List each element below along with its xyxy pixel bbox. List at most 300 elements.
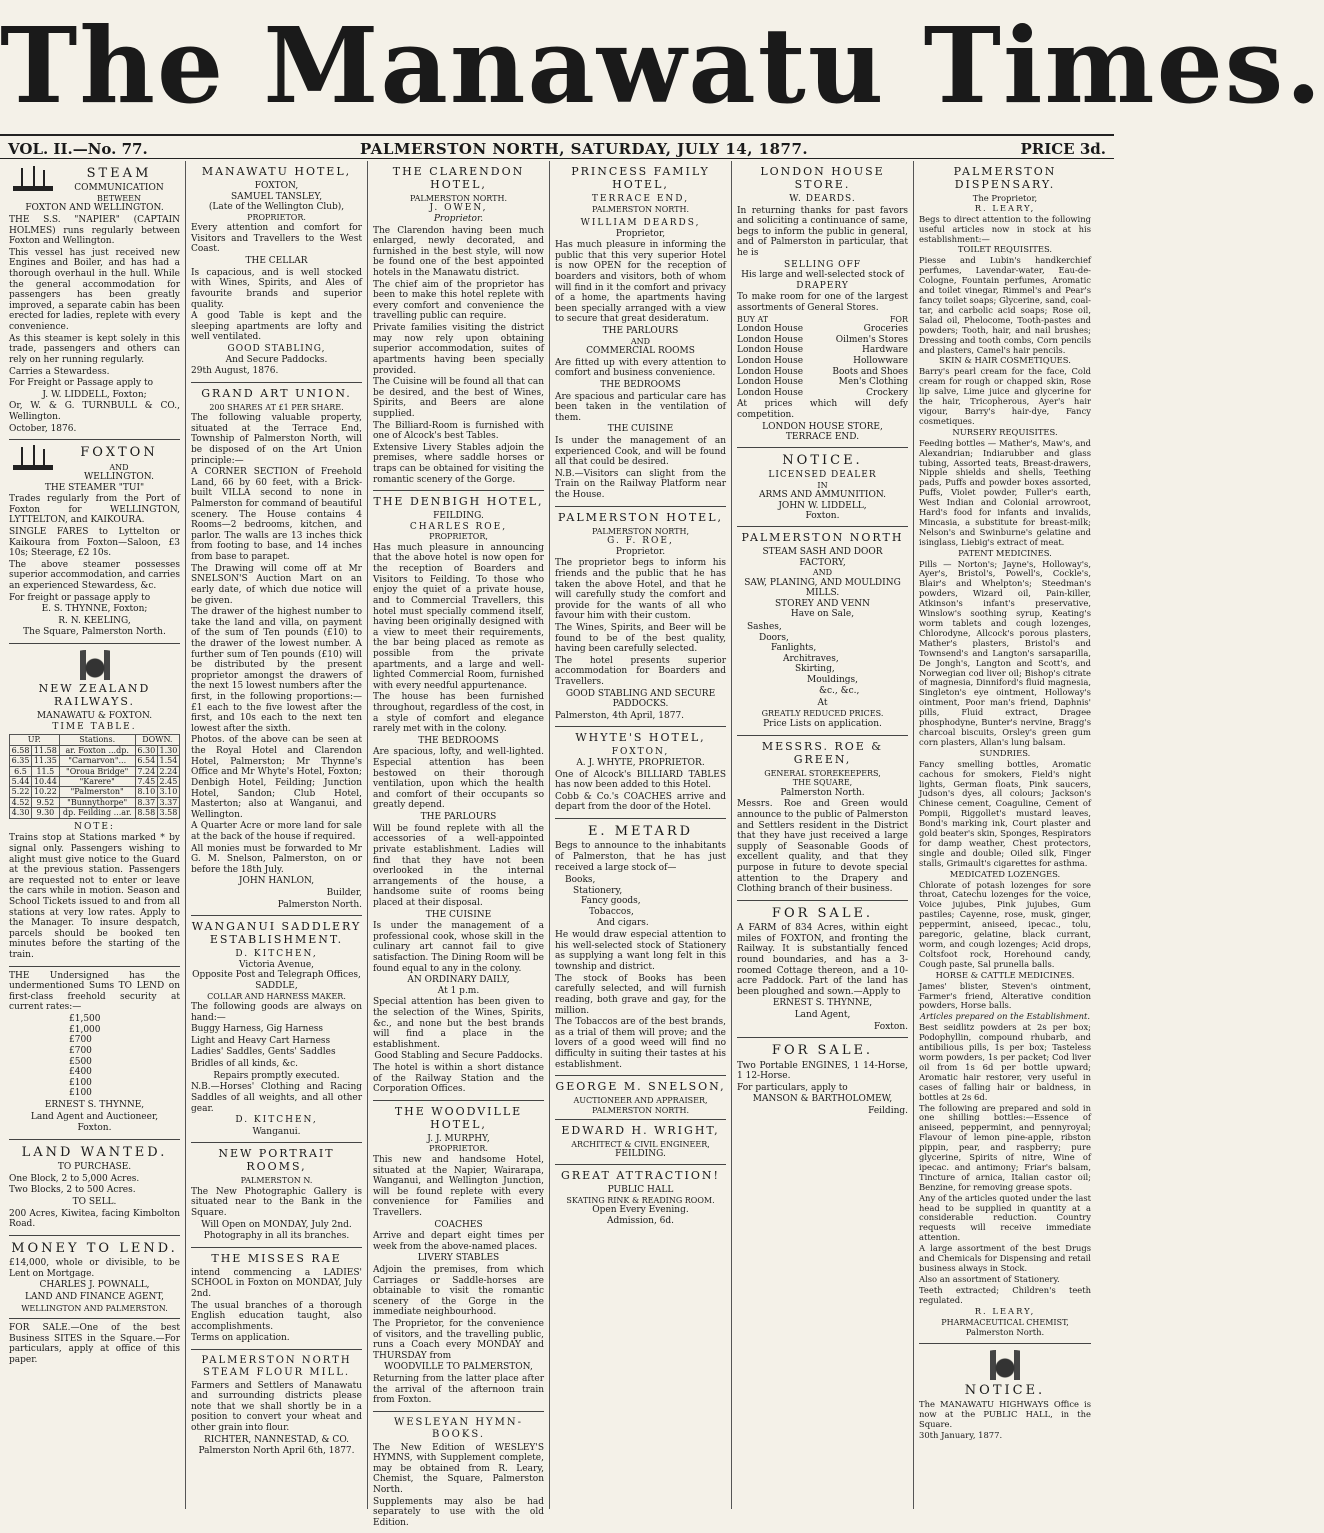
ad-subheading: (Late of the Wellington Club), bbox=[208, 202, 345, 213]
ad-text: And Secure Paddocks. bbox=[225, 354, 328, 365]
ad-heading: THE CLARENDON HOTEL, bbox=[392, 165, 525, 191]
ad-text: This vessel has just received new Engines and Boiler, and has had a thorough overhaul in the hull. While the general accommodation for passengers has been greatly improved, a separate cabin has been erected for ladies, replete with every convenience. bbox=[9, 247, 180, 333]
ad-text: Ladies' Saddles, Gents' Saddles bbox=[191, 1047, 336, 1058]
ad-text: Best seidlitz powders at 2s per box; Podophyllin, compound rhubarb, and antibilious pills, 1s per box; Tasteless worm powders, 1s per packet; Cod liver oil from 1s 6d per bottle upward; Aromatic hair restorer, very useful in cases of falling hair or baldness, in bottles at 2s 6d. bbox=[919, 1022, 1091, 1102]
great-attraction-ad bbox=[555, 1165, 726, 1230]
ad-heading: WESLEYAN HYMN-BOOKS. bbox=[393, 1416, 524, 1440]
ad-signature: Foxton. bbox=[874, 1021, 908, 1032]
column-6 bbox=[914, 161, 1096, 1509]
ad-text: Fancy smelling bottles, Aromatic cachous for smokers, Field's night lights, German floats, Pink saucers, Judson's dyes, all colours; Jackson's Chinese cement, Coaguline, Cement of Pompii, Riggollet's mustard leaves, Bond's marking ink, Court plaster and gold beater's skin, Sponges, Respirators for damp weather, Chest protectors, single and double; Oiled silk, Finger stalls, Grimault's cigarettes for asthma. bbox=[919, 758, 1091, 868]
ad-subheading: FOXTON AND WELLINGTON. bbox=[25, 203, 164, 214]
ad-heading: E. METARD bbox=[587, 824, 694, 840]
whytes-hotel-ad bbox=[555, 727, 726, 819]
ad-text: One of Alcock's BILLIARD TABLES has now been added to this Hotel. bbox=[555, 769, 726, 791]
ad-text: Extensive Livery Stables adjoin the premises, where saddle horses or traps can be obtained for visiting the romantic scenery of the Gorge. bbox=[373, 442, 544, 485]
ad-text: James' blister, Steven's ointment, Farmer's friend, Alterative condition powders, Horse balls. bbox=[919, 980, 1091, 1011]
ad-subheading: SAMUEL TANSLEY, bbox=[230, 191, 323, 202]
ad-text: The Wines, Spirits, and Beer will be found to be of the best quality, having been carefully selected. bbox=[555, 622, 726, 655]
wesleyan-hymn-books-ad bbox=[373, 1412, 544, 1533]
ad-heading: WHYTE'S HOTEL, bbox=[575, 731, 706, 745]
ad-subheading: Opposite Post and Telegraph Offices, bbox=[192, 970, 361, 981]
ad-text: The above steamer possesses superior accommodation, and carries an experienced Stewardess, &c. bbox=[9, 559, 180, 592]
ad-text: The proprietor begs to inform his friends and the public that he has taken the above Hotel, and that he will carefully study the comfort and provide for the wants of all who favour him with their custom. bbox=[555, 558, 726, 622]
ad-text: The MANAWATU HIGHWAYS Office is now at the PUBLIC HALL, in the Square. bbox=[919, 1399, 1091, 1430]
ad-subheading: LIVERY STABLES bbox=[417, 1253, 500, 1264]
masthead bbox=[0, 0, 1324, 134]
ad-text: The Drawing will come off at Mr SNELSON'S Auction Mart on an early date, of which due notice will be given. bbox=[191, 563, 362, 606]
ad-text: 200 Acres, Kiwitea, facing Kimbolton Road. bbox=[9, 1208, 180, 1230]
ad-subheading: PROPRIETOR. bbox=[429, 1144, 488, 1154]
snelson-auctioneer-ad bbox=[555, 1076, 726, 1120]
ad-heading: EDWARD H. WRIGHT, bbox=[561, 1124, 720, 1138]
ad-text: Two Blocks, 2 to 500 Acres. bbox=[9, 1185, 136, 1196]
ad-text: Buggy Harness, Gig Harness bbox=[191, 1024, 324, 1035]
ad-heading: NEW PORTRAIT ROOMS, bbox=[218, 1147, 335, 1174]
ad-text: Are spacious and particular care has been taken in the ventilation of them. bbox=[555, 391, 726, 423]
ad-text: A FARM of 834 Acres, within eight miles of FOXTON, and fronting the Railway. It is substantially fenced round boundaries, and has a 3-roomed Cottage thereon, and a 10-acre Paddock. Part of the land has been ploughed and sown.—Apply to bbox=[737, 923, 908, 997]
ad-subheading: A. J. WHYTE, PROPRIETOR. bbox=[576, 758, 705, 768]
ad-heading: WANGANUI SADDLERY ESTABLISHMENT. bbox=[191, 920, 362, 947]
ad-subheading: TOILET REQUISITES. bbox=[957, 244, 1053, 255]
ad-subheading: AND bbox=[630, 336, 651, 346]
ad-subheading: GOOD STABLING, bbox=[227, 343, 326, 354]
ad-text: Cobb & Co.'s COACHES arrive and depart from the door of the Hotel. bbox=[555, 791, 726, 813]
ad-subheading: WELLINGTON. bbox=[84, 471, 154, 482]
royal-crest-icon bbox=[970, 1350, 1040, 1380]
newspaper-title: The Manawatu Times. bbox=[0, 4, 1324, 127]
ad-signature: CHARLES J. POWNALL, bbox=[39, 1280, 150, 1291]
ad-text: Chlorate of potash lozenges for sore throat, Catechu lozenges for the voice, Voice jujubes, Pink jujubes, Gum pastiles; Cayenne, rose, musk, ginger, peppermint, aniseed, ipecac., tolu, paregoric, gelatine, black currant, worm, and cough lozenges; Acid drops, Coltsfoot rock, Horehound candy, Cough paste, Sal prunella balls. bbox=[919, 879, 1091, 969]
ad-text: Begs to direct attention to the following useful articles now in stock at his establishment:— bbox=[919, 213, 1091, 244]
ad-text: A CORNER SECTION of Freehold Land, 66 by 60 feet, with a Brick-built VILLA second to none in Palmerston for command of beautiful scenery. The House contains 4 Rooms—2 bedrooms, kitchen, and parlor. The walls are 13 inches thick from footing to base, and 14 inches from base to parapet. bbox=[191, 467, 362, 563]
ad-text: FOR SALE.—One of the best Business SITES in the Square.—For particulars, apply at office of this paper. bbox=[9, 1322, 180, 1365]
steam-napier-ad bbox=[9, 161, 180, 440]
manawatu-hotel-ad bbox=[191, 161, 362, 383]
misses-rae-school-ad bbox=[191, 1248, 362, 1350]
ad-subheading: JOHN W. LIDDELL, bbox=[778, 500, 867, 511]
ad-subheading: 200 SHARES AT £1 PER SHARE. bbox=[209, 402, 344, 412]
ad-subheading: GENERAL STOREKEEPERS, bbox=[764, 768, 881, 778]
ad-subheading: SADDLE, bbox=[255, 980, 298, 991]
ad-heading: NOTICE. bbox=[782, 452, 863, 468]
steamer-tui-ad bbox=[9, 440, 180, 644]
ad-subheading: STOREY AND VENN bbox=[775, 598, 870, 609]
ad-subheading: The Proprietor, bbox=[972, 192, 1038, 203]
list-item: London House Hollowware bbox=[737, 355, 908, 366]
ad-subheading: MEDICATED LOZENGES. bbox=[949, 868, 1061, 879]
ad-text: A large assortment of the best Drugs and Chemicals for Dispensing and retail business always in Stock. bbox=[919, 1243, 1091, 1273]
ad-text: Is under the management of an experienced Cook, and will be found all that could be desired. bbox=[555, 436, 726, 468]
roe-green-storekeepers-ad bbox=[737, 736, 908, 901]
ad-heading: LAND WANTED. bbox=[21, 1144, 168, 1160]
ad-text: Photography in all its branches. bbox=[203, 1231, 350, 1242]
ad-subheading: At bbox=[817, 698, 828, 709]
table-row: 5.44 10.44 "Karere" 7.45 2.45 bbox=[10, 776, 180, 786]
ad-signature: E. S. THYNNE, Foxton; bbox=[41, 604, 148, 615]
timetable-stations-header: Stations. bbox=[59, 735, 135, 745]
ad-subheading: DRAPERY bbox=[796, 280, 849, 291]
issue-date: PALMERSTON NORTH, SATURDAY, JULY 14, 1877. bbox=[360, 140, 809, 158]
column-5 bbox=[732, 161, 914, 1509]
ad-text: Teeth extracted; Children's teeth regulated. bbox=[919, 1284, 1091, 1305]
ad-subheading: SAW, PLANING, AND MOULDING MILLS. bbox=[744, 577, 901, 599]
table-row: 6.58 11.58 ar. Foxton ...dp. 6.30 1.30 bbox=[10, 745, 180, 755]
ad-subheading: THE STEAMER "TUI" bbox=[44, 482, 145, 493]
volume-number: VOL. II.—No. 77. bbox=[8, 140, 148, 158]
ad-signature: ERNEST S. THYNNE, bbox=[772, 998, 873, 1009]
ad-subheading: TO PURCHASE. bbox=[57, 1162, 132, 1173]
ad-subheading: PROPRIETOR. bbox=[247, 212, 306, 222]
ad-text: Is capacious, and is well stocked with Wines, Spirits, and Ales of favourite brands and superior quality. bbox=[191, 267, 362, 310]
ad-subheading: Palmerston North. bbox=[780, 787, 865, 798]
ad-text: Adjoin the premises, from which Carriages or Saddle-horses are obtainable to visit the romantic scenery of the Gorge in the immediate neighbourhood. bbox=[373, 1265, 544, 1318]
palmerston-hotel-ad bbox=[555, 507, 726, 728]
steamship-icon bbox=[9, 166, 55, 194]
ad-text: For Freight or Passage apply to bbox=[9, 378, 154, 389]
ad-text: SINGLE FARES to Lyttelton or Kaikoura from Foxton—Saloon, £3 10s; Steerage, £2 10s. bbox=[9, 526, 180, 559]
ad-subheading: TO SELL. bbox=[72, 1196, 117, 1207]
ad-text: The New Photographic Gallery is situated near to the Bank in the Square. bbox=[191, 1186, 362, 1218]
ad-subheading: Have on Sale, bbox=[790, 609, 855, 620]
ad-subheading: Foxton. bbox=[805, 511, 840, 522]
farm-for-sale-ad bbox=[737, 901, 908, 1038]
ad-text: Pills — Norton's; Jayne's, Holloway's, Ayer's, Bristol's, Powell's, Cockle's, Blair's and Whelpton's; Steedman's powders, Wizard oil, Pain-killer, Atkinson's infant's preservative, Winslow's soothing syrup, Keating's worm tablets and cough lozenges, Chlorodyne, Allcock's porous plasters, Mather's plasters, Bristol's and Townsend's and Langton's sarsaparilla, De Jongh's, Langton and Scott's, and Norwegian cod liver oil; Bishop's citrate of magnesia, Dinniford's fluid magnesia, Singleton's eye ointment, Holloway's ointment, Poor man's friend, Daphnis' pills, Fluid extract, Dragee phosphodyne, Bunter's nervine, Bragg's charcoal biscuits, Orsley's green gum corn plasters, Allan's lung balsam. bbox=[919, 558, 1091, 747]
ad-text: Returning from the latter place after the arrival of the afternoon train from Foxton. bbox=[373, 1374, 544, 1406]
ad-text: Farmers and Settlers of Manawatu and surrounding districts please note that we shall shortly be in a position to convert your wheat and other grain into flour. bbox=[191, 1380, 362, 1434]
ad-subheading: Articles prepared on the Establishment. bbox=[919, 1011, 1090, 1022]
ad-text: The Tobaccos are of the best brands, as a trial of them will prove; and the lovers of a good weed will find no difficulty in suiting their tastes at his establishment. bbox=[555, 1017, 726, 1070]
flour-mill-ad bbox=[191, 1350, 362, 1462]
wright-architect-ad bbox=[555, 1120, 726, 1165]
ad-signature: The Square, Palmerston North. bbox=[23, 627, 166, 638]
ad-subheading: LICENSED DEALER bbox=[768, 470, 877, 481]
ad-subheading: Open Every Evening. bbox=[592, 1205, 689, 1216]
land-wanted-ad bbox=[9, 1140, 180, 1236]
buy-for-header: BUY AT FOR bbox=[737, 314, 908, 324]
ad-text: Has much pleasure in announcing that the above hotel is now open for the reception of Boarders and Visitors to Feilding. To those who enjoy the quiet of a private house, and to Commercial Travellers, this hotel must specially commend itself, having been originally designed with a view to meet their requirements, the bar being placed as remote as possible from the private apartments, and a large and well-lighted Commercial Room, furnished with every needful appurtenance. bbox=[373, 542, 544, 691]
ad-subheading: SKIN & HAIR COSMETIQUES. bbox=[939, 355, 1071, 366]
ad-text: As this steamer is kept solely in this trade, passengers and others can rely on her running regularly. bbox=[9, 333, 180, 365]
ad-subheading: THE PARLOURS bbox=[420, 812, 497, 823]
ad-heading: PRINCESS FAMILY HOTEL, bbox=[571, 165, 710, 191]
ad-subheading: COMMERCIAL ROOMS bbox=[586, 346, 695, 357]
list-item: London House Crockery bbox=[737, 387, 908, 398]
ad-signature: J. W. LIDDELL, Foxton; bbox=[42, 389, 147, 400]
ad-signature: Or, W. & G. TURNBULL & CO., Wellington. bbox=[9, 401, 180, 422]
ad-signature: Feilding. bbox=[868, 1106, 908, 1117]
ad-text: Any of the articles quoted under the last head to be supplied in quantity at a considerable reduction. Country requests will receive immediate attention. bbox=[919, 1192, 1091, 1243]
ad-text: Trades regularly from the Port of Foxton for WELLINGTON, LYTTELTON, and KAIKOURA. bbox=[9, 494, 180, 526]
ad-text: One Block, 2 to 5,000 Acres. bbox=[9, 1173, 140, 1184]
ad-heading: PALMERSTON NORTH bbox=[741, 530, 904, 544]
ad-subheading: D. KITCHEN, bbox=[235, 949, 318, 960]
ad-subheading: THE CELLAR bbox=[245, 256, 308, 267]
money-to-lend-pownall-ad bbox=[9, 1236, 180, 1319]
ad-text: This new and handsome Hotel, situated at the Napier, Wairarapa, Wanganui, and Wellington Junction, will be found replete with every convenience for Families and Travellers. bbox=[373, 1154, 544, 1218]
ad-text: To make room for one of the largest assortments of General Stores. bbox=[737, 292, 908, 314]
ad-subheading: SKATING RINK & READING ROOM. bbox=[566, 1195, 715, 1205]
ad-heading: PALMERSTON NORTH STEAM FLOUR MILL. bbox=[201, 1354, 352, 1378]
list-item: London House Groceries bbox=[737, 324, 908, 335]
ad-text: Has much pleasure in informing the public that this very superior Hotel is now OPEN for the reception of boarders and visitors, both of whom will find in it the comfort and privacy of a home, the apartments having been specially arranged with a view to secure that great desideratum. bbox=[555, 240, 726, 325]
ad-text: The house has been furnished throughout, regardless of the cost, in a style of comfort and elegance rarely met with in the colony. bbox=[373, 692, 544, 735]
ad-subheading: HORSE & CATTLE MEDICINES. bbox=[935, 969, 1075, 980]
ad-subheading: PALMERSTON NORTH. bbox=[591, 1105, 689, 1115]
ad-text: The hotel presents superior accommodation for Boarders and Travellers. bbox=[555, 655, 726, 687]
ad-text: Barry's pearl cream for the face, Cold cream for rough or chapped skin, Rose lip salve, Lime juice and glycerine for the hair, Tricopherous, Ayer's hair vigour, Barry's hair-dye, Fancy cosmetiques. bbox=[919, 366, 1091, 426]
ad-subheading: SELLING OFF bbox=[783, 259, 862, 270]
ad-text: Are spacious, lofty, and well-lighted. Especial attention has been bestowed on their thorough ventilation, upon which the health and comfort of their occupants so greatly depend. bbox=[373, 747, 544, 811]
ad-text: The Cuisine will be found all that can be desired, and the best of Wines, Spirits, and Beers are alone supplied. bbox=[373, 377, 544, 419]
ad-heading: PALMERSTON DISPENSARY. bbox=[953, 165, 1057, 191]
ad-signature: Foxton. bbox=[77, 1123, 112, 1134]
ad-text: All monies must be forwarded to Mr G. M. Snelson, Palmerston, on or before the 18th July. bbox=[191, 843, 362, 875]
ad-heading: GEORGE M. SNELSON, bbox=[555, 1080, 726, 1094]
price: PRICE 3d. bbox=[1020, 140, 1106, 158]
ad-heading: FOR SALE. bbox=[771, 1043, 874, 1059]
table-row: 6.5 11.5 "Oroua Bridge" 7.24 2.24 bbox=[10, 766, 180, 776]
ad-subheading: WILLIAM DEARDS, bbox=[580, 217, 701, 228]
ad-signature: RICHTER, NANNESTAD, & CO. bbox=[203, 1434, 350, 1445]
ad-subheading: R. LEARY, bbox=[974, 202, 1036, 213]
princess-family-hotel-ad bbox=[555, 161, 726, 507]
ad-heading: GREAT ATTRACTION! bbox=[561, 1169, 720, 1183]
table-row: 5.22 10.22 "Palmerston" 8.10 3.10 bbox=[10, 787, 180, 797]
ad-subheading: TIME TABLE. bbox=[52, 721, 137, 732]
list-item: London House Boots and Shoes bbox=[737, 366, 908, 377]
ad-subheading: FEILDING. bbox=[615, 1149, 666, 1160]
ad-subheading: NURSERY REQUISITES. bbox=[952, 426, 1058, 437]
metard-books-ad bbox=[555, 819, 726, 1076]
ad-subheading: Admission, 6d. bbox=[606, 1215, 675, 1226]
ad-text: THE Undersigned has the undermentioned Sums TO LEND on first-class freehold security at current rates:— bbox=[9, 970, 180, 1013]
ad-text: Terms on application. bbox=[191, 1333, 290, 1344]
ad-signature: Land Agent and Auctioneer, bbox=[30, 1111, 159, 1122]
ad-heading: MONEY TO LEND. bbox=[11, 1240, 178, 1256]
site-for-sale-ad bbox=[9, 1319, 180, 1370]
ad-subheading: NOTE: bbox=[74, 821, 115, 832]
ad-subheading: Proprietor. bbox=[615, 546, 666, 557]
ad-subheading: ARMS AND AMMUNITION. bbox=[758, 490, 886, 501]
ad-subheading: ARCHITECT & CIVIL ENGINEER, bbox=[571, 1139, 710, 1149]
ad-text: The Billiard-Room is furnished with one of Alcock's best Tables. bbox=[373, 420, 544, 442]
ad-text: Good Stabling and Secure Paddocks. bbox=[374, 1051, 543, 1062]
ad-signature: Palmerston North. bbox=[965, 1326, 1045, 1337]
ad-subheading: GOOD STABLING AND SECURE PADDOCKS. bbox=[565, 688, 716, 710]
ad-subheading: IN bbox=[817, 480, 828, 490]
portrait-rooms-ad bbox=[191, 1143, 362, 1247]
steamship-icon bbox=[9, 445, 55, 473]
ad-text: A Quarter Acre or more land for sale at the back of the house if required. bbox=[191, 821, 362, 842]
ad-heading: LONDON HOUSE STORE. bbox=[760, 165, 885, 191]
wanganui-saddlery-ad bbox=[191, 916, 362, 1143]
ad-text: Feeding bottles — Mather's, Maw's, and Alexandrian; Indiarubber and glass tubing, Assorted teats, Breast-drawers, Nipple shields and shells, Teething pads, Puffs and powder boxes assorted, Puffs, Violet powder, Fuller's earth, West Indian and Colonial arrowroot, Hard's food for infants and invalids, Mincasia, a substitute for breast-milk; Nelson's and Swinburne's gelatine and isinglass, Liebig's extract of meat. bbox=[919, 437, 1091, 547]
table-row: 6.35 11.35 "Carnarvon"... 6.54 1.54 bbox=[10, 756, 180, 766]
ad-text: Private families visiting the district may now rely upon obtaining superior accommodation, suites of apartments having been specially provided. bbox=[373, 323, 544, 376]
ad-heading: FOXTON bbox=[80, 445, 158, 461]
ad-subheading: CHARLES ROE, bbox=[409, 521, 508, 532]
ad-subheading: THE CUISINE bbox=[607, 424, 674, 435]
ad-text: Photos. of the above can be seen at the Royal Hotel and Clarendon Hotel, Palmerston; Mr Thynne's Office and Mr Whyte's Hotel, Foxton; Denbigh Hotel, Feilding; Junction Hotel, Sandon; Club Hotel, Masterton; also at Wanganui, and Wellington. bbox=[191, 735, 362, 820]
ad-subheading: PATENT MEDICINES. bbox=[958, 547, 1052, 558]
column-2 bbox=[186, 161, 368, 1509]
railway-timetable bbox=[9, 734, 180, 819]
goods-list: Books, Stationery, Fancy goods, Tobaccos, And cigars. bbox=[565, 875, 649, 928]
ad-subheading: AUCTIONEER AND APPRAISER, bbox=[573, 1096, 708, 1106]
ad-text: Will be found replete with all the accessories of a well-appointed private establishment. Ladies will find that they have not been overlooked in the internal arrangements of the house, a handsome suite of rooms being placed at their disposal. bbox=[373, 823, 544, 908]
ad-subheading: THE CUISINE bbox=[425, 909, 492, 920]
ad-text: Piesse and Lubin's handkerchief perfumes, Lavendar-water, Eau-de-Cologne, Fountain perfumes, Aromatic and toilet vinegar, Rimmel's and Pear's fancy toilet soaps; Glycerine, sand, coal-tar, and carbolic acid soaps; Rose oil, Salad oil, Phelocome, Tooth-pastes and powders; Tooth, hair, and nail brushes; Dressing and tooth combs, Corn pencils and plasters, Camel's hair pencils. bbox=[919, 255, 1091, 355]
ad-subheading: J. J. MURPHY, bbox=[427, 1133, 490, 1144]
ad-heading: PALMERSTON HOTEL, bbox=[557, 510, 723, 524]
ad-subheading: LONDON HOUSE STORE, bbox=[762, 421, 883, 432]
ad-subheading: PALMERSTON NORTH. bbox=[591, 204, 689, 214]
ad-heading: GRAND ART UNION. bbox=[201, 386, 352, 400]
ad-text: Two Portable ENGINES, 1 14-Horse, 1 12-Horse. bbox=[737, 1060, 908, 1082]
ad-text: The following are prepared and sold in one shilling bottles:—Essence of aniseed, peppermint, and pennyroyal; Flavour of lemon pine-apple, ribston pippin, pear, and raspberry; pure glycerine, Spirits of nitre, Wine of ipecac. and antimony; Friar's balsam, Tincture of arnica, Italian castor oil; Benzine, for removing grease spots. bbox=[919, 1102, 1091, 1192]
ad-subheading: THE BEDROOMS bbox=[600, 379, 681, 390]
ad-text: Light and Heavy Cart Harness bbox=[191, 1035, 331, 1046]
ad-signature: MANSON & BARTHOLOMEW, bbox=[752, 1094, 893, 1105]
ad-signature: R. N. KEELING, bbox=[58, 615, 131, 626]
ad-heading: THE WOODVILLE HOTEL, bbox=[394, 1104, 523, 1131]
goods-list: Sashes, Doors, Fanlights, Architraves, Skirting, Mouldings, &c., &c., bbox=[747, 622, 860, 696]
ad-subheading: Proprietor, bbox=[615, 228, 666, 239]
railways-ad bbox=[9, 644, 180, 967]
engines-for-sale-ad bbox=[737, 1038, 908, 1121]
column-1 bbox=[4, 161, 186, 1509]
denbigh-hotel-ad bbox=[373, 491, 544, 1101]
ad-heading: FOR SALE. bbox=[771, 905, 874, 921]
royal-crest-icon bbox=[60, 650, 130, 680]
ad-text: The following valuable property, situated at the Terrace End, Township of Palmerston North, will be disposed of on the Art Union principle:— bbox=[191, 413, 362, 466]
ad-subheading: COMMUNICATION bbox=[74, 183, 164, 194]
ad-subheading: J. OWEN, bbox=[429, 203, 488, 214]
ad-text: A good Table is kept and the sleeping apartments are lofty and well ventilated. bbox=[191, 311, 362, 343]
table-row: 4.30 9.30 dp. Feilding ...ar. 8.58 3.58 bbox=[10, 808, 180, 818]
ad-subheading: FOXTON, bbox=[611, 747, 670, 758]
money-to-lend-thynne-ad bbox=[9, 967, 180, 1140]
timetable-down-header: DOWN. bbox=[135, 735, 179, 745]
ad-text: The following goods are always on hand:— bbox=[191, 1002, 362, 1023]
ad-text: Messrs. Roe and Green would announce to the public of Palmerston and Settlers resident in the District that they have just received a large supply of Seasonable Goods of excellent quality, and that they purpose in future to devote special attention to the Drapery and Clothing branch of their business. bbox=[737, 799, 908, 895]
ad-text: The Clarendon having been much enlarged, newly decorated, and furnished in the best style, will now be found one of the best appointed hotels in the Manawatu district. bbox=[373, 225, 544, 279]
ad-signature: PHARMACEUTICAL CHEMIST, bbox=[941, 1317, 1069, 1327]
ad-text: Supplements may also be had separately to use with the old Edition. bbox=[373, 1496, 544, 1528]
ad-subheading: FOXTON, bbox=[254, 180, 299, 191]
ad-text: His large and well-selected stock of bbox=[741, 270, 904, 281]
ad-heading: NOTICE. bbox=[964, 1382, 1046, 1398]
ad-text: The drawer of the highest number to take the land and villa, on payment of the sum of Ten pounds (£10) to the drawer of the lowest number. A further sum of Ten pounds (£10) will be distributed by the present proprietor amongst the drawers of the next 15 lowest numbers after the first, in the following proportions:—£1 each to the five lowest after the first, and 10s each to the next ten lowest after the sixth. bbox=[191, 607, 362, 734]
ad-signature: Land Agent, bbox=[794, 1010, 851, 1021]
ad-text: Bridles of all kinds, &c. bbox=[191, 1059, 298, 1070]
ad-text: Is under the management of a professional cook, whose skill in the culinary art cannot fail to give satisfaction. The Dining Room will be found equal to any in the colony. bbox=[373, 921, 544, 974]
ad-subheading: AND bbox=[812, 568, 833, 578]
arms-dealer-notice-ad bbox=[737, 448, 908, 527]
ad-subheading: At 1 p.m. bbox=[437, 985, 480, 996]
ad-subheading: THE SQUARE, bbox=[792, 778, 853, 788]
ad-text: The stock of Books has been carefully selected, and will furnish reading, both grave and gay, for the million. bbox=[555, 973, 726, 1016]
ad-subheading: SUNDRIES. bbox=[979, 747, 1031, 758]
ad-signature: ERNEST S. THYNNE, bbox=[44, 1099, 145, 1110]
palmerston-dispensary-ad bbox=[919, 161, 1091, 1344]
ad-signature: Builder, bbox=[326, 887, 362, 898]
ad-signature: D. KITCHEN, bbox=[235, 1115, 318, 1126]
ad-subheading: MANAWATU & FOXTON. bbox=[36, 711, 153, 722]
ad-text: The usual branches of a thorough English education taught, also accomplishments. bbox=[191, 1300, 362, 1332]
ad-signature: Wanganui. bbox=[252, 1126, 301, 1137]
dateline bbox=[0, 134, 1114, 159]
ad-text: The New Edition of WESLEY'S HYMNS, with Supplement complete, may be obtained from R. Leary, Chemist, the Square, Palmerston North. bbox=[373, 1442, 544, 1495]
ad-text: Repairs promptly executed. bbox=[213, 1070, 340, 1081]
ad-subheading: STEAM SASH AND DOOR bbox=[762, 546, 883, 557]
ad-subheading: FACTORY, bbox=[799, 557, 846, 568]
ad-subheading: PALMERSTON NORTH, bbox=[591, 526, 689, 536]
ad-heading: MESSRS. ROE & GREEN, bbox=[761, 739, 884, 766]
ad-text: Carries a Stewardess. bbox=[9, 366, 110, 377]
ad-text: Are fitted up with every attention to comfort and business convenience. bbox=[555, 357, 726, 379]
ad-date: Palmerston, 4th April, 1877. bbox=[555, 710, 685, 721]
ad-text: N.B.—Horses' Clothing and Racing Saddles of all weights, and all other gear. bbox=[191, 1082, 362, 1114]
ad-subheading: COLLAR AND HARNESS MAKER. bbox=[207, 991, 346, 1001]
ad-text: For particulars, apply to bbox=[737, 1082, 848, 1093]
ad-text: He would draw especial attention to his well-selected stock of Stationery as supplying a want long felt in this township and district. bbox=[555, 930, 726, 973]
highways-notice-ad bbox=[919, 1344, 1091, 1446]
ad-subheading: PALMERSTON NORTH. bbox=[409, 193, 507, 203]
ad-date: October, 1876. bbox=[9, 423, 77, 434]
ad-heading: NEW ZEALAND RAILWAYS. bbox=[38, 682, 151, 709]
ad-subheading: TERRACE END. bbox=[785, 432, 860, 443]
woodville-hotel-ad bbox=[373, 1101, 544, 1412]
ad-signature: Palmerston North. bbox=[277, 899, 362, 910]
ad-subheading: W. DEARDS. bbox=[789, 193, 856, 204]
ad-date: Palmerston North April 6th, 1877. bbox=[198, 1446, 355, 1457]
ad-heading: THE MISSES RAE bbox=[211, 1251, 342, 1265]
ad-text: Also an assortment of Stationery. bbox=[919, 1273, 1060, 1284]
columns bbox=[0, 159, 1114, 1528]
ad-text: Will Open on MONDAY, July 2nd. bbox=[201, 1219, 352, 1230]
ad-text: N.B.—Visitors can slight from the Train on the Railway Platform near the House. bbox=[555, 468, 726, 501]
ad-text: In returning thanks for past favors and soliciting a continuance of same, begs to inform the public in general, and of Palmerston in particular, that he is bbox=[737, 205, 908, 258]
ad-subheading: WOODVILLE TO PALMERSTON, bbox=[384, 1362, 533, 1373]
ad-heading: THE DENBIGH HOTEL, bbox=[373, 495, 544, 509]
ad-subheading: AN ORDINARY DAILY, bbox=[407, 975, 510, 986]
ad-subheading: THE BEDROOMS bbox=[418, 735, 499, 746]
ad-text: Begs to announce to the inhabitants of Palmerston, that he has just received a large stock of— bbox=[555, 841, 726, 873]
ad-text: Special attention has been given to the selection of the Wines, Spirits, &c., and none but the best brands will find a place in the establishment. bbox=[373, 997, 544, 1050]
timetable-up-header: UP. bbox=[10, 735, 60, 745]
ad-text: At prices which will defy competition. bbox=[737, 399, 908, 420]
clarendon-hotel-ad bbox=[373, 161, 544, 491]
list-item: London House Men's Clothing bbox=[737, 377, 908, 388]
ad-date: 29th August, 1876. bbox=[191, 366, 279, 377]
table-row: 4.52 9.52 "Bunnythorpe" 8.37 3.37 bbox=[10, 797, 180, 807]
ad-subheading: GREATLY REDUCED PRICES. bbox=[761, 708, 884, 718]
ad-subheading: FEILDING. bbox=[433, 511, 484, 522]
ad-signature: LAND AND FINANCE AGENT, bbox=[25, 1291, 164, 1302]
ad-subheading: PALMERSTON N. bbox=[240, 1176, 313, 1186]
ad-text: £14,000, whole or divisible, to be Lent on Mortgage. bbox=[9, 1258, 180, 1279]
ad-heading: STEAM bbox=[86, 166, 152, 181]
ad-text: The Proprietor, for the convenience of visitors, and the travelling public, runs a Coach every MONDAY and THURSDAY from bbox=[373, 1319, 544, 1361]
london-house-store-ad bbox=[737, 161, 908, 448]
ad-date: 30th January, 1877. bbox=[919, 1429, 1003, 1440]
ad-signature: R. LEARY, bbox=[974, 1305, 1036, 1316]
ad-subheading: AND bbox=[109, 462, 129, 472]
column-4 bbox=[550, 161, 732, 1509]
ad-text: Trains stop at Stations marked * by signal only. Passengers wishing to alight must give notice to the Guard at the previous station. Passengers are requested not to enter or leave the cars while in motion. Season and School Tickets issued to and from all stations at very low rates. Apply to the Manager. To insure despatch, parcels should be booked ten minutes before the starting of the train. bbox=[9, 833, 180, 961]
ad-subheading: PROPRIETOR, bbox=[429, 532, 488, 542]
